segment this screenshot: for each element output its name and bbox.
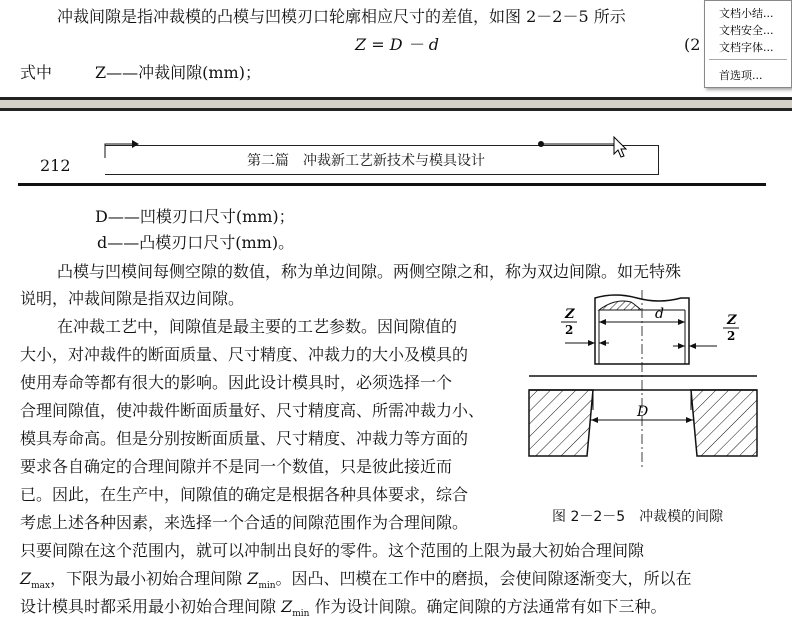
where-label: 式中 [20,63,53,82]
definition-z: Z——冲裁间隙(mm)； [95,63,261,82]
symbol-z: Z [247,569,259,588]
paragraph-line: 只要间隙在这个范围内，就可以冲制出良好的零件。这个范围的上限为最大初始合理间隙 [20,541,645,560]
label-D: D [637,404,649,420]
formula: Z = D － d [355,35,439,54]
paragraph-line [20,569,692,596]
label-z-right: Z [727,313,737,328]
paragraph-line: 模具寿命高。但是分别按断面质量、尺寸精度、冲裁力等方面的 [20,429,469,448]
paragraph-line: 凸模与凹模间每侧空隙的数值，称为单边间隙。两侧空隙之和，称为双边间隙。如无特殊 [57,262,682,281]
paragraph-line [20,597,667,624]
text-line: 冲裁间隙是指冲裁模的凸模与凹模刃口轮廓相应尺寸的差值，如图 2－2－5 所示 [57,7,626,26]
paragraph-line: 已。因此，在生产中，间隙值的确定是根据各种具体要求，综合 [20,485,469,504]
paragraph-line: 大小，对冲裁件的断面质量、尺寸精度、冲裁力的大小及模具的 [20,345,469,364]
die-clearance-figure [525,288,765,498]
subscript-max: max [31,581,51,591]
menu-item-doc-security[interactable]: 文档安全... [719,24,774,37]
running-header-title: 第二篇 冲裁新工艺新技术与模具设计 [247,153,485,169]
label-z-left: Z [565,307,575,322]
menu-item-preferences[interactable]: 首选项... [719,69,763,82]
label-2-left: 2 [565,323,574,337]
text-span: ，下限为最小初始合理间隙 [50,569,248,588]
label-d: d [655,306,664,322]
paragraph-line: 使用寿命等都有很大的影响。因此设计模具时，必须选择一个 [20,373,453,392]
page-number: 212 [40,156,71,175]
figure-caption: 图 2－2－5 冲裁模的间隙 [552,509,724,525]
text-span: 设计模具时都采用最小初始合理间隙 [20,597,282,616]
header-decoration [0,0,792,200]
equation-number: (2 [684,35,701,54]
paragraph-line: 要求各自确定的合理间隙并不是同一个数值，只是彼此接近而 [20,457,453,476]
subscript-min: min [292,609,310,619]
header-rule [18,183,766,186]
symbol-z: Z [281,597,293,616]
paragraph-line: 在冲裁工艺中，间隙值是最主要的工艺参数。因间隙值的 [57,317,458,336]
text-span: 。因凸、凹模在工作中的磨损，会使间隙逐渐变大，所以在 [275,569,692,588]
paragraph-line: 考虑上述各种因素，来选择一个合适的间隙范围作为合理间隙。 [20,513,469,532]
menu-item-doc-summary[interactable]: 文档小结... [719,7,774,20]
paragraph-line: 说明，冲裁间隙是指双边间隙。 [20,289,245,308]
definition-D: D——凹模刃口尺寸(mm)； [95,207,295,226]
subscript-min: min [258,581,276,591]
mouse-pointer-icon [613,136,629,160]
label-2-right: 2 [727,329,736,343]
symbol-z: Z [20,569,32,588]
definition-d: d——凸模刃口尺寸(mm)。 [97,233,295,252]
text-span: 作为设计间隙。确定间隙的方法通常有如下三种。 [309,597,667,616]
menu-item-doc-fonts[interactable]: 文档字体... [719,41,774,54]
paragraph-line: 合理间隙值，使冲裁件断面质量好、尺寸精度高、所需冲裁力小、 [20,401,485,420]
